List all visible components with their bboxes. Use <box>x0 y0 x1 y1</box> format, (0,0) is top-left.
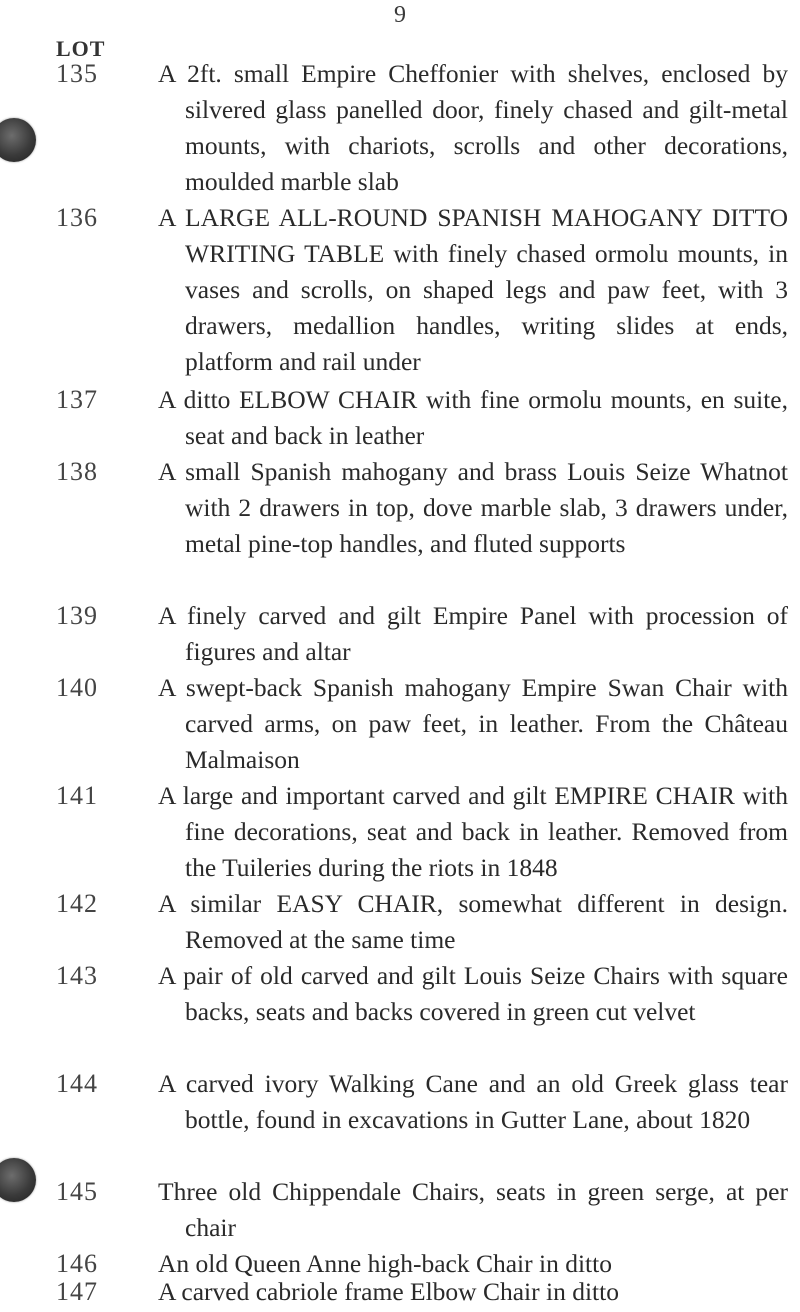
lot-description: A large and important carved and gilt EMPIRE CHAIR with fine decorations, seat and back in leather. Removed from the Tuileries during the riots in 1848 <box>158 781 788 882</box>
page-number: 9 <box>394 2 406 28</box>
lot-number: 145 <box>56 1177 98 1206</box>
lot-number: 144 <box>56 1069 98 1098</box>
lot-number: 139 <box>56 601 98 630</box>
lot-description: A carved cabriole frame Elbow Chair in ditto <box>158 1277 619 1306</box>
lot-number: 143 <box>56 961 98 990</box>
lot-description: A similar EASY CHAIR, somewhat different in design. Removed at the same time <box>158 889 788 954</box>
lot-description: A LARGE ALL-ROUND SPANISH MAHOGANY DITTO WRITING TABLE with finely chased ormolu mounts, in vases and scrolls, on shaped legs and paw feet, with 3 drawers, medallion handles, writing slides at ends, platform and rail under <box>158 203 788 376</box>
lot-number: 138 <box>56 457 98 486</box>
lot-number: 146 <box>56 1249 98 1278</box>
lot-description: A 2ft. small Empire Cheffonier with shelves, enclosed by silvered glass panelled door, finely chased and gilt-metal mounts, with chariots, scrolls and other decorations, moulded marble slab <box>158 59 788 196</box>
lot-description: An old Queen Anne high-back Chair in ditto <box>158 1249 612 1278</box>
lot-number: 137 <box>56 385 98 414</box>
lot-description: A ditto ELBOW CHAIR with fine ormolu mounts, en suite, seat and back in leather <box>158 385 788 450</box>
lot-number: 135 <box>56 59 98 88</box>
lot-description: A finely carved and gilt Empire Panel with procession of figures and altar <box>158 601 788 666</box>
lot-description: A swept-back Spanish mahogany Empire Swan Chair with carved arms, on paw feet, in leather. From the Château Malmaison <box>158 673 788 774</box>
binding-hole <box>0 118 36 162</box>
lot-number: 140 <box>56 673 98 702</box>
lot-number: 136 <box>56 203 98 232</box>
lot-description: A small Spanish mahogany and brass Louis Seize Whatnot with 2 drawers in top, dove marble slab, 3 drawers under, metal pine-top handles, and fluted supports <box>158 457 788 558</box>
lot-number: 141 <box>56 781 98 810</box>
lot-column-header: LOT <box>56 36 106 61</box>
lot-description: A pair of old carved and gilt Louis Seize Chairs with square backs, seats and backs covered in green cut velvet <box>158 961 788 1026</box>
binding-hole <box>0 1158 36 1202</box>
lot-number: 147 <box>56 1277 98 1306</box>
lot-number: 142 <box>56 889 98 918</box>
lot-description: Three old Chippendale Chairs, seats in green serge, at per chair <box>158 1177 788 1242</box>
lot-description: A carved ivory Walking Cane and an old Greek glass tear bottle, found in excavations in Gutter Lane, about 1820 <box>158 1069 788 1134</box>
